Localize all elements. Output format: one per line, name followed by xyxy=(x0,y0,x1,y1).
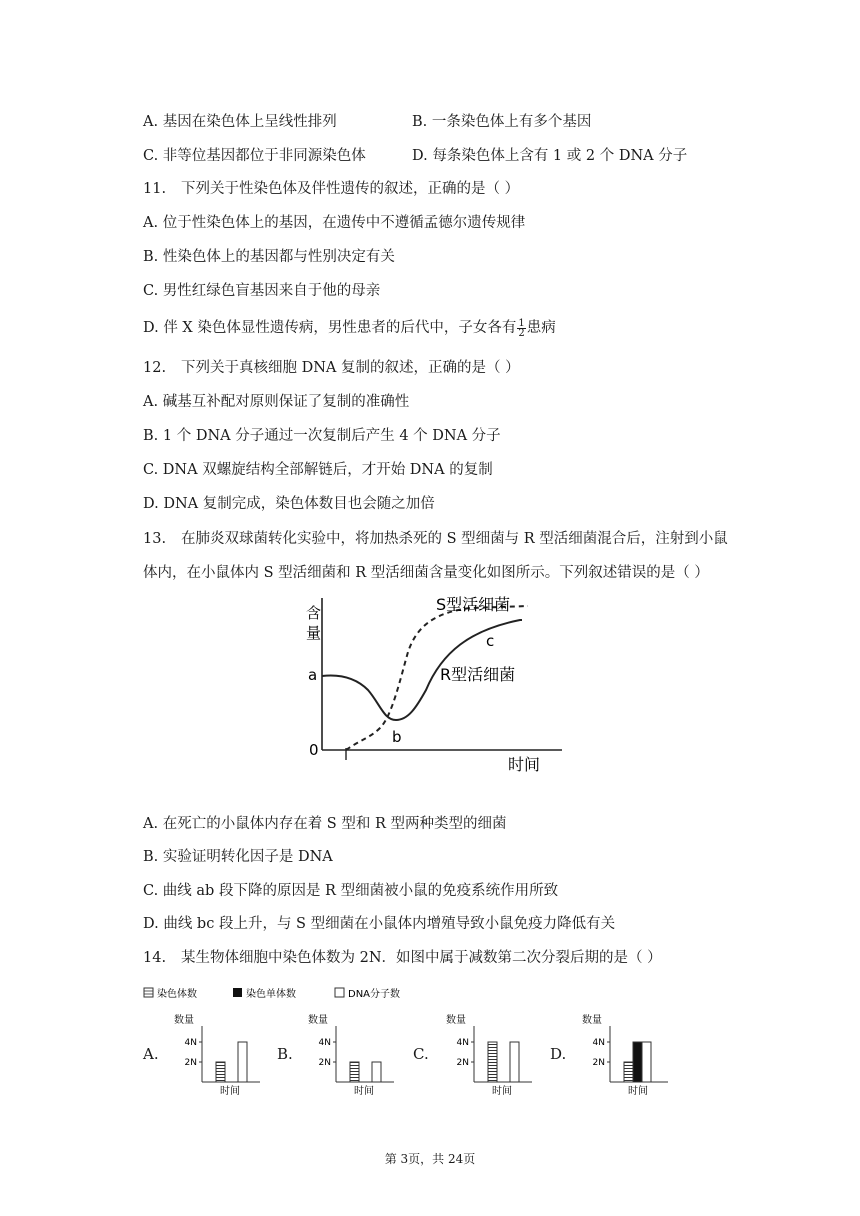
fraction-one-half: $\frac{1}{2}$ xyxy=(518,317,525,339)
chart-tick-label: 4N xyxy=(184,1038,197,1048)
q13-stem-line1: 13. 在肺炎双球菌转化实验中，将加热杀死的 S 型细菌与 R 型活细菌混合后，注射到小鼠 xyxy=(143,531,728,547)
q13-option-d: D. 曲线 bc 段上升，与 S 型细菌在小鼠体内增殖导致小鼠免疫力降低有关 xyxy=(143,916,616,932)
bar-chromosome xyxy=(624,1062,633,1082)
legend-label-chromosome: 染色体数 xyxy=(157,989,197,1000)
q13-option-b: B. 实验证明转化因子是 DNA xyxy=(143,849,333,865)
q13-option-c: C. 曲线 ab 段下降的原因是 R 型细菌被小鼠的免疫系统作用所致 xyxy=(143,883,559,899)
chart-x-label: 时间 xyxy=(354,1086,374,1096)
x-axis-label: 时间 xyxy=(508,755,541,774)
chart-y-label: 数量 xyxy=(582,1015,602,1026)
q14-option-a-label: A. xyxy=(143,1045,159,1063)
q11-option-c: C. 男性红绿色盲基因来自于他的母亲 xyxy=(143,283,381,299)
q11-number: 11. xyxy=(143,181,167,197)
q14-chart-b xyxy=(302,1010,402,1096)
bar-chromosome xyxy=(350,1062,359,1082)
legend-swatch-dna xyxy=(335,988,344,997)
legend-swatch-chromatid xyxy=(233,988,242,997)
q14-option-c-label: C. xyxy=(413,1045,429,1063)
chart-tick-label: 2N xyxy=(456,1058,469,1068)
q12-stem: 12. 下列关于真核细胞 DNA 复制的叙述，正确的是（ ） xyxy=(143,360,520,376)
legend-label-chromatid: 染色单体数 xyxy=(246,989,296,1000)
bar-chromosome xyxy=(216,1062,225,1082)
q14-option-d-label: D. xyxy=(550,1045,567,1063)
q13-stem-line2: 体内，在小鼠体内 S 型活细菌和 R 型活细菌含量变化如图所示。下列叙述错误的是（ ） xyxy=(143,565,709,581)
point-a-label: a xyxy=(308,666,318,684)
q14-chart-d xyxy=(576,1010,676,1096)
q12-option-d: D. DNA 复制完成，染色体数目也会随之加倍 xyxy=(143,496,435,512)
chart-tick-label: 2N xyxy=(318,1058,331,1068)
legend-label-dna: DNA分子数 xyxy=(348,989,401,1000)
page-footer: 第 3页，共 24页 xyxy=(384,1152,476,1166)
q13-bacteria-figure xyxy=(300,590,570,780)
q10-option-b: B. 一条染色体上有多个基因 xyxy=(412,114,592,130)
q14-number: 14. xyxy=(143,950,167,966)
point-b-label: b xyxy=(392,728,402,746)
chart-tick-label: 4N xyxy=(456,1038,469,1048)
q14-chart-a xyxy=(168,1010,268,1096)
bar-dna xyxy=(372,1062,381,1082)
q12-number: 12. xyxy=(143,360,167,376)
q11-stem: 11. 下列关于性染色体及伴性遗传的叙述，正确的是（ ） xyxy=(143,181,520,197)
q13-number: 13. xyxy=(143,531,167,547)
q12-option-b: B. 1 个 DNA 分子通过一次复制后产生 4 个 DNA 分子 xyxy=(143,428,501,444)
q10-option-a: A. 基因在染色体上呈线性排列 xyxy=(143,114,337,130)
chart-x-label: 时间 xyxy=(628,1086,648,1096)
q14-option-b-label: B. xyxy=(277,1045,293,1063)
q14-legend xyxy=(143,985,423,1003)
y-label-bottom: 量 xyxy=(306,624,322,642)
chart-y-label: 数量 xyxy=(174,1015,194,1026)
bar-dna xyxy=(510,1042,519,1082)
chart-x-label: 时间 xyxy=(220,1086,240,1096)
q11-option-d: D. 伴 X 染色体显性遗传病，男性患者的后代中，子女各有 $\frac{1}{2}$ 患病 xyxy=(143,317,556,339)
q14-chart-c xyxy=(440,1010,540,1096)
origin-label: 0 xyxy=(309,741,319,759)
chart-x-label: 时间 xyxy=(492,1086,512,1096)
bar-chromosome xyxy=(488,1042,497,1082)
chart-tick-label: 4N xyxy=(318,1038,331,1048)
legend-swatch-chromosome xyxy=(144,988,153,997)
bar-dna xyxy=(238,1042,247,1082)
chart-y-label: 数量 xyxy=(308,1015,328,1026)
q12-option-c: C. DNA 双螺旋结构全部解链后，才开始 DNA 的复制 xyxy=(143,462,493,478)
chart-y-label: 数量 xyxy=(446,1015,466,1026)
q10-option-d: D. 每条染色体上含有 1 或 2 个 DNA 分子 xyxy=(412,148,688,164)
q11-option-a: A. 位于性染色体上的基因，在遗传中不遵循孟德尔遗传规律 xyxy=(143,215,526,231)
y-label-top: 含 xyxy=(306,604,322,622)
q13-option-a: A. 在死亡的小鼠体内存在着 S 型和 R 型两种类型的细菌 xyxy=(143,816,507,832)
q11-option-b: B. 性染色体上的基因都与性别决定有关 xyxy=(143,249,395,265)
s-curve-label: S型活细菌 xyxy=(436,595,511,614)
chart-tick-label: 4N xyxy=(592,1038,605,1048)
r-curve-label: R型活细菌 xyxy=(440,665,516,684)
q10-option-c: C. 非等位基因都位于非同源染色体 xyxy=(143,148,366,164)
q12-option-a: A. 碱基互补配对原则保证了复制的准确性 xyxy=(143,394,410,410)
chart-tick-label: 2N xyxy=(592,1058,605,1068)
bar-dna xyxy=(642,1042,651,1082)
chart-tick-label: 2N xyxy=(184,1058,197,1068)
bar-chromatid xyxy=(633,1042,642,1082)
point-c-label: c xyxy=(486,632,495,650)
q14-stem: 14. 某生物体细胞中染色体数为 2N．如图中属于减数第二次分裂后期的是（ ） xyxy=(143,950,662,966)
